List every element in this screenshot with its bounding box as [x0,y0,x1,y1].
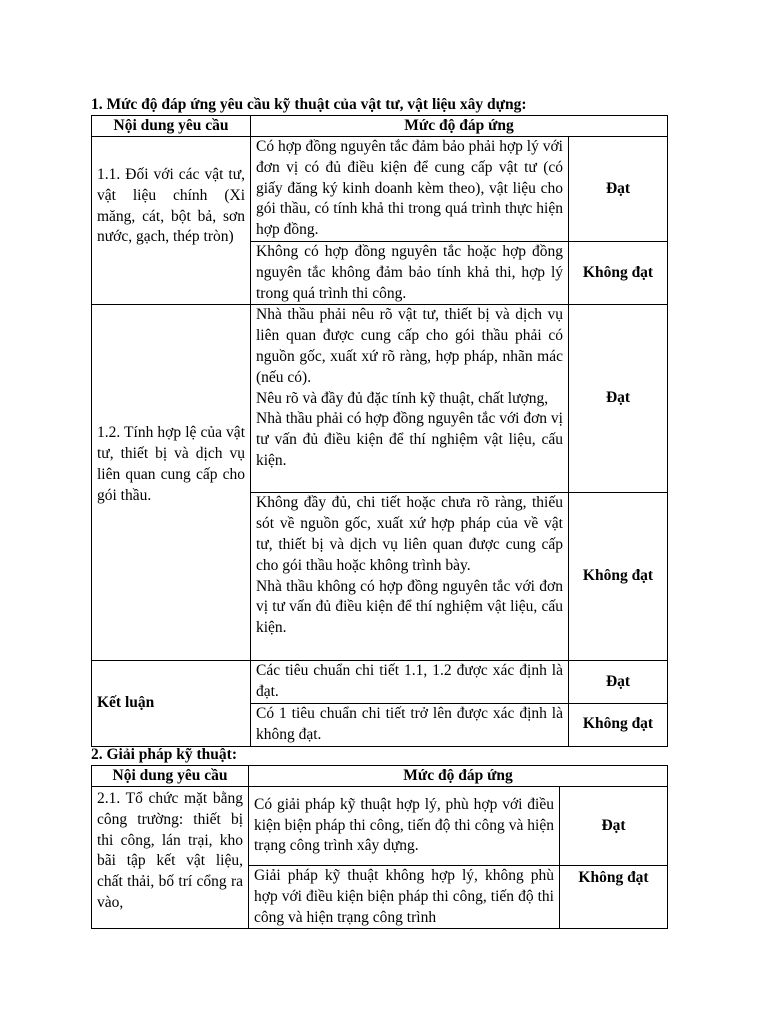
result-badge: Đạt [560,787,668,866]
result-badge: Đạt [569,661,668,704]
option-description [251,305,569,493]
result-badge: Không đạt [569,493,668,661]
result-badge: Không đạt [569,242,668,305]
header-compliance: Mức độ đáp ứng [249,766,668,787]
conclusion-label: Kết luận [92,661,251,746]
table-row [92,661,668,704]
requirement-2-1: 2.1. Tổ chức mặt bằng công trường: thiết bị thi công, lán trại, kho bãi tập kết vật liệu, chất thải, bố trí cổng ra vào, [92,787,249,929]
option-description: Giải pháp kỹ thuật không hợp lý, không phù hợp với điều kiện biện pháp thi công, tiến độ thi công và hiện trạng công trình [249,866,560,929]
result-badge: Đạt [569,137,668,242]
option-line: Nhà thầu phải có hợp đồng nguyên tắc với đơn vị tư vấn đủ điều kiện để thí nghiệm vật liệu, cấu kiện. [256,410,563,469]
section-2-table [91,765,668,929]
section-1-table [91,115,668,747]
option-description: Có giải pháp kỹ thuật hợp lý, phù hợp với điều kiện biện pháp thi công, tiến độ thi công và hiện trạng công trình xây dựng. [249,787,560,866]
option-description [251,493,569,661]
table-row [92,137,668,242]
table-header-row [92,116,668,137]
option-line: Nhà thầu không có hợp đồng nguyên tắc với đơn vị tư vấn đủ điều kiện để thí nghiệm vật liệu, cấu kiện. [256,577,563,637]
section-1-title: 1. Mức độ đáp ứng yêu cầu kỹ thuật của vật tư, vật liệu xây dựng: [91,96,527,113]
section-2-title: 2. Giải pháp kỹ thuật: [91,746,238,763]
option-line: Không đầy đủ, chi tiết hoặc chưa rõ ràng, thiếu sót về nguồn gốc, xuất xứ hợp pháp của về vật tư, thiết bị và dịch vụ liên quan được cung cấp cho gói thầu hoặc không trình bày. [256,494,563,574]
option-description: Không có hợp đồng nguyên tắc hoặc hợp đồng nguyên tắc không đảm bảo tính khả thi, hợp lý trong quá trình thi công. [251,242,569,305]
header-requirement: Nội dung yêu cầu [92,766,249,787]
requirement-1-1: 1.1. Đối với các vật tư, vật liệu chính (Xi măng, cát, bột bả, sơn nước, gạch, thép tròn) [92,137,251,305]
requirement-1-2: 1.2. Tính hợp lệ của vật tư, thiết bị và dịch vụ liên quan cung cấp cho gói thầu. [92,305,251,661]
option-description: Có 1 tiêu chuẩn chi tiết trở lên được xác định là không đạt. [251,703,569,746]
header-compliance: Mức độ đáp ứng [251,116,668,137]
option-line: Nhà thầu phải nêu rõ vật tư, thiết bị và dịch vụ liên quan được cung cấp cho gói thầu phải có nguồn gốc, xuất xứ rõ ràng, hợp pháp, nhãn mác (nếu có). [256,306,563,386]
result-badge: Không đạt [560,866,668,929]
table-row [92,305,668,493]
table-row [92,787,668,866]
option-description: Các tiêu chuẩn chi tiết 1.1, 1.2 được xác định là đạt. [251,661,569,704]
header-requirement: Nội dung yêu cầu [92,116,251,137]
result-badge: Không đạt [569,703,668,746]
option-line: Nêu rõ và đầy đủ đặc tính kỹ thuật, chất lượng, [256,389,549,407]
result-badge: Đạt [569,305,668,493]
option-description: Có hợp đồng nguyên tắc đảm bảo phải hợp lý với đơn vị có đủ điều kiện để cung cấp vật tư (có giấy đăng ký kinh doanh kèm theo), vật liệu cho gói thầu, có tính khả thi trong quá trình thực hiện hợp đồng. [251,137,569,242]
table-header-row [92,766,668,787]
